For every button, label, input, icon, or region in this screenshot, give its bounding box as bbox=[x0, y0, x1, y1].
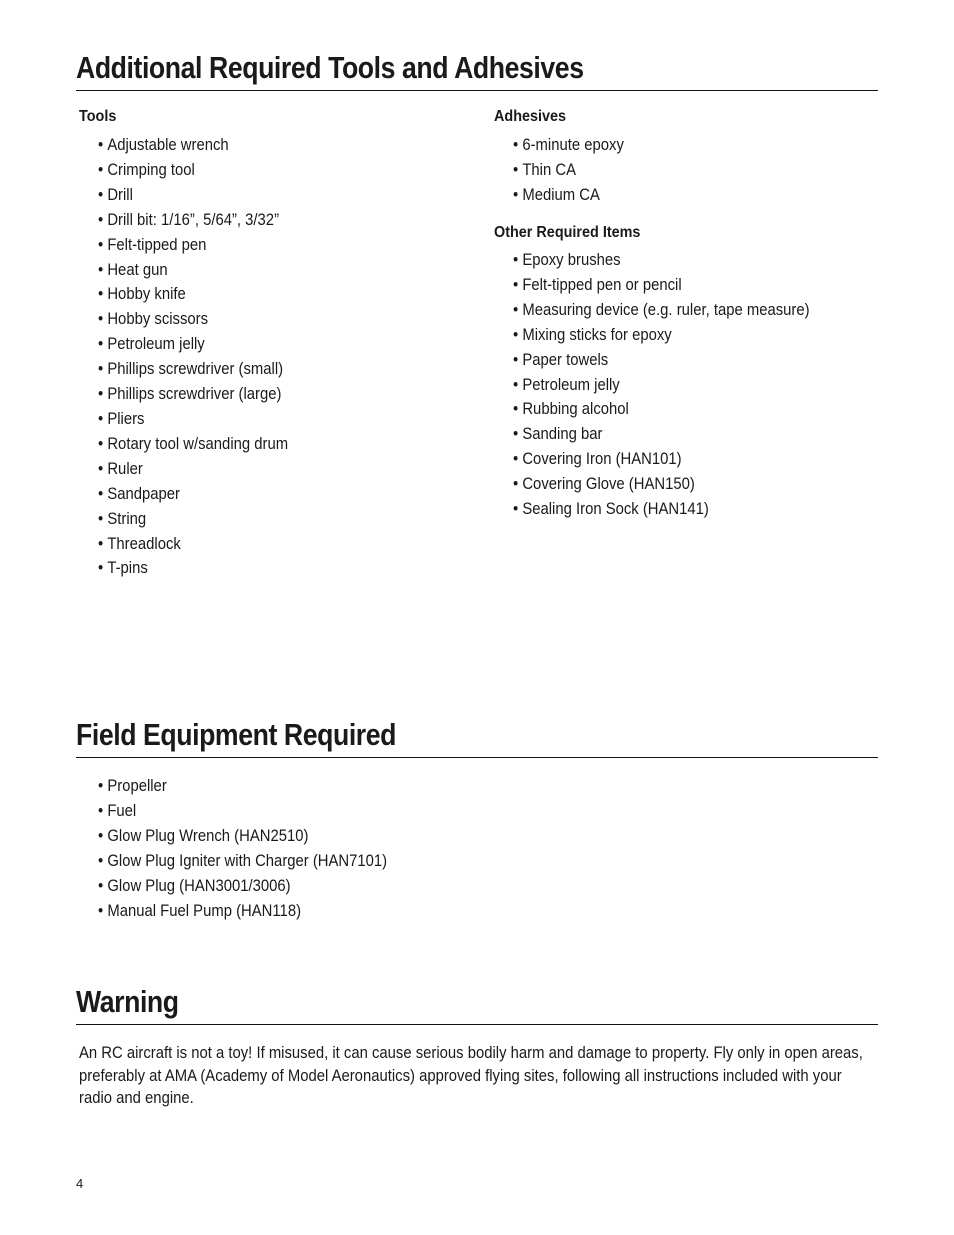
field-equipment-list-item: • Glow Plug (HAN3001/3006) bbox=[98, 874, 387, 899]
field-section-title: Field Equipment Required bbox=[76, 717, 397, 752]
field-equipment-list bbox=[98, 774, 419, 923]
tool-list-item: • Heat gun bbox=[98, 258, 288, 283]
tool-list-item: • Adjustable wrench bbox=[98, 133, 288, 158]
tool-list-item: • String bbox=[98, 507, 288, 532]
other-item-list-item: • Mixing sticks for epoxy bbox=[513, 323, 810, 348]
tool-list-item: • Drill bit: 1/16”, 5/64”, 3/32” bbox=[98, 208, 288, 233]
other-items-list bbox=[513, 248, 843, 522]
tool-list-item: • Petroleum jelly bbox=[98, 332, 288, 357]
tool-list-item: • Sandpaper bbox=[98, 482, 288, 507]
tool-list-item: • Hobby scissors bbox=[98, 307, 288, 332]
tool-list-item: • Felt-tipped pen bbox=[98, 233, 288, 258]
tools-section-rule bbox=[76, 90, 878, 91]
tool-list-item: • Rotary tool w/sanding drum bbox=[98, 432, 288, 457]
other-item-list-item: • Covering Glove (HAN150) bbox=[513, 472, 810, 497]
other-item-list-item: • Petroleum jelly bbox=[513, 373, 810, 398]
tool-list-item: • Hobby knife bbox=[98, 282, 288, 307]
tool-list-item: • Pliers bbox=[98, 407, 288, 432]
adhesive-list-item: • Medium CA bbox=[513, 183, 624, 208]
tool-list-item: • Threadlock bbox=[98, 532, 288, 557]
tools-section-title: Additional Required Tools and Adhesives bbox=[76, 50, 584, 85]
other-item-list-item: • Covering Iron (HAN101) bbox=[513, 447, 810, 472]
tool-list-item: • Crimping tool bbox=[98, 158, 288, 183]
tools-heading: Tools bbox=[79, 108, 117, 125]
page-number: 4 bbox=[76, 1176, 84, 1191]
other-item-list-item: • Sealing Iron Sock (HAN141) bbox=[513, 497, 810, 522]
warning-text: An RC aircraft is not a toy! If misused, it can cause serious bodily harm and damage to property. Fly only in open areas, preferably at AMA (Academy of Model Aeronautics) approved flying sites, following all instructions included with your radio and engine. bbox=[79, 1044, 863, 1107]
tool-list-item: • T-pins bbox=[98, 556, 288, 581]
adhesive-list-item: • 6-minute epoxy bbox=[513, 133, 624, 158]
other-item-list-item: • Paper towels bbox=[513, 348, 810, 373]
other-item-list-item: • Measuring device (e.g. ruler, tape measure) bbox=[513, 298, 810, 323]
other-item-list-item: • Felt-tipped pen or pencil bbox=[513, 273, 810, 298]
other-items-heading: Other Required Items bbox=[494, 224, 641, 241]
other-item-list-item: • Rubbing alcohol bbox=[513, 397, 810, 422]
tool-list-item: • Phillips screwdriver (small) bbox=[98, 357, 288, 382]
tools-list bbox=[98, 133, 309, 581]
tool-list-item: • Phillips screwdriver (large) bbox=[98, 382, 288, 407]
warning-section-title: Warning bbox=[76, 984, 179, 1019]
field-equipment-list-item: • Fuel bbox=[98, 799, 387, 824]
other-item-list-item: • Epoxy brushes bbox=[513, 248, 810, 273]
adhesives-list bbox=[513, 133, 636, 208]
field-equipment-list-item: • Glow Plug Igniter with Charger (HAN7101) bbox=[98, 849, 387, 874]
tool-list-item: • Drill bbox=[98, 183, 288, 208]
adhesive-list-item: • Thin CA bbox=[513, 158, 624, 183]
warning-section-rule bbox=[76, 1024, 878, 1025]
field-section-rule bbox=[76, 757, 878, 758]
field-equipment-list-item: • Propeller bbox=[98, 774, 387, 799]
tool-list-item: • Ruler bbox=[98, 457, 288, 482]
other-item-list-item: • Sanding bar bbox=[513, 422, 810, 447]
adhesives-heading: Adhesives bbox=[494, 108, 567, 125]
field-equipment-list-item: • Manual Fuel Pump (HAN118) bbox=[98, 899, 387, 924]
field-equipment-list-item: • Glow Plug Wrench (HAN2510) bbox=[98, 824, 387, 849]
